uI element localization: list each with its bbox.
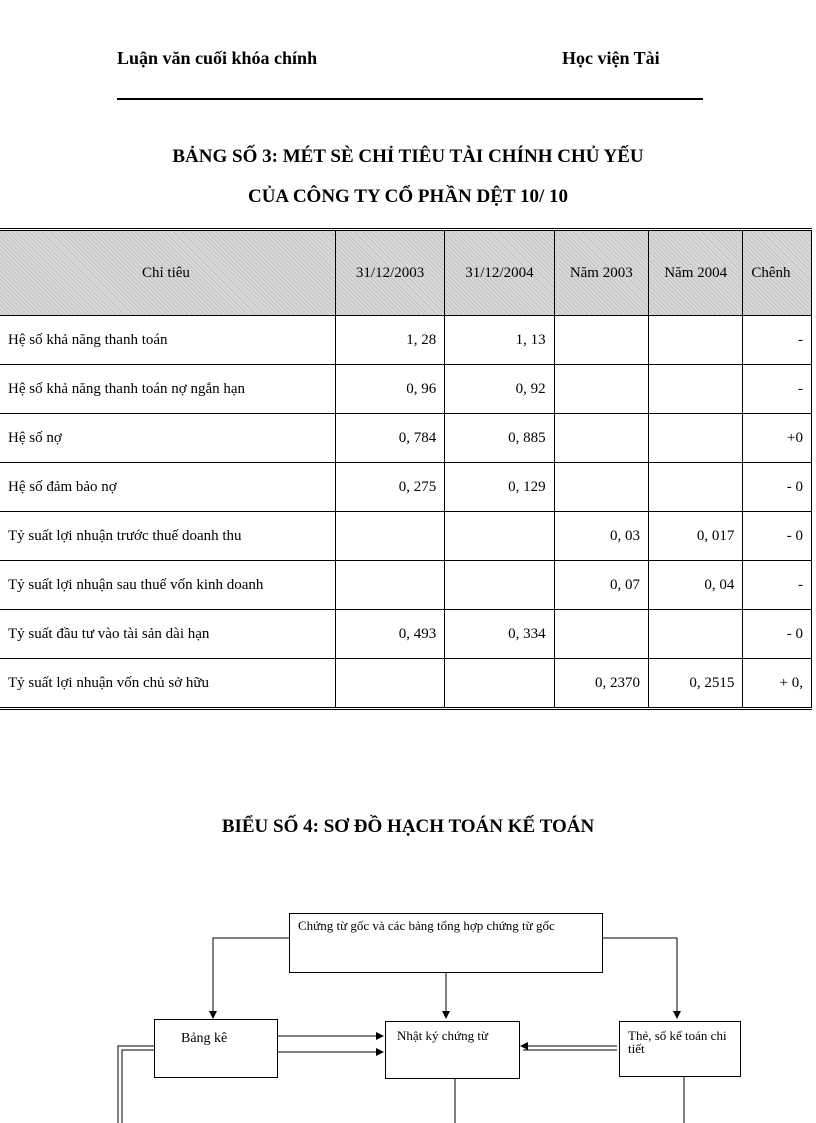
box-bang-ke-text: Bảng kê xyxy=(181,1031,228,1046)
cell: 0, 275 xyxy=(335,463,444,512)
cell: 0, 885 xyxy=(445,414,554,463)
box-nhat-ky xyxy=(385,1021,520,1079)
box-source-documents-text: Chứng từ gốc và các bảng tổng hợp chứng từ gốc xyxy=(298,918,555,933)
diagram-title: BIỂU SỐ 4: SƠ ĐỒ HẠCH TOÁN KẾ TOÁN xyxy=(221,816,595,837)
cell: 1, 28 xyxy=(335,316,444,365)
cell: 0, 2515 xyxy=(648,659,742,709)
header-right: Học viện Tài xyxy=(562,48,660,68)
row-label: Tỷ suất đầu tư vào tài sản dài hạn xyxy=(0,610,335,659)
cell: 0, 2370 xyxy=(554,659,648,709)
row-label: Tỷ suất lợi nhuận trước thuế doanh thu xyxy=(0,512,335,561)
arrow-source-to-theso xyxy=(602,938,677,1018)
col-header-chenh: Chênh xyxy=(743,230,812,316)
box-bang-ke xyxy=(154,1019,278,1078)
box-the-so xyxy=(619,1021,741,1077)
row-label: Tỷ suất lợi nhuận sau thuế vốn kinh doanh xyxy=(0,561,335,610)
cell: 0, 96 xyxy=(335,365,444,414)
row-label: Hệ số khả năng thanh toán nợ ngắn hạn xyxy=(0,365,335,414)
cell: - 0 xyxy=(743,512,812,561)
cell: 0, 017 xyxy=(648,512,742,561)
table-title-line2: CỦA CÔNG TY CỔ PHẦN DỆT 10/ 10 xyxy=(247,186,569,207)
box-the-so-text: Thẻ, sổ kế toán chi tiết xyxy=(628,1028,727,1056)
table-title-line1: BẢNG SỐ 3: MÉT SÈ CHỈ TIÊU TÀI CHÍNH CHỦ YẾU xyxy=(172,146,644,167)
row-label: Tỷ suất lợi nhuận vốn chủ sở hữu xyxy=(0,659,335,709)
row-label: Hệ số đảm bảo nợ xyxy=(0,463,335,512)
cell: 0, 334 xyxy=(445,610,554,659)
col-header-2004-end: 31/12/2004 xyxy=(445,230,554,316)
cell: 0, 07 xyxy=(554,561,648,610)
row-label: Hệ số khả năng thanh toán xyxy=(0,316,335,365)
cell: 0, 129 xyxy=(445,463,554,512)
box-source-documents xyxy=(289,913,603,973)
cell: 0, 92 xyxy=(445,365,554,414)
cell: 1, 13 xyxy=(445,316,554,365)
line-bangke-left-2 xyxy=(122,1050,154,1123)
cell: - xyxy=(743,316,812,365)
box-nhat-ky-text: Nhật ký chứng từ xyxy=(397,1028,488,1043)
row-label: Hệ số nợ xyxy=(0,414,335,463)
col-header-2003-end: 31/12/2003 xyxy=(335,230,444,316)
cell: - xyxy=(743,365,812,414)
col-header-chi-tieu: Chỉ tiêu xyxy=(0,230,335,316)
col-header-year-2004: Năm 2004 xyxy=(648,230,742,316)
cell: 0, 493 xyxy=(335,610,444,659)
line-bangke-left-1 xyxy=(118,1046,154,1123)
cell: - xyxy=(743,561,812,610)
cell: +0 xyxy=(743,414,812,463)
cell: 0, 03 xyxy=(554,512,648,561)
cell: 0, 784 xyxy=(335,414,444,463)
cell: 0, 04 xyxy=(648,561,742,610)
col-header-year-2003: Năm 2003 xyxy=(554,230,648,316)
header-left: Luận văn cuối khóa chính xyxy=(117,48,318,68)
cell: + 0, xyxy=(743,659,812,709)
cell: - 0 xyxy=(743,463,812,512)
cell: - 0 xyxy=(743,610,812,659)
arrow-source-to-bangke xyxy=(213,938,289,1018)
